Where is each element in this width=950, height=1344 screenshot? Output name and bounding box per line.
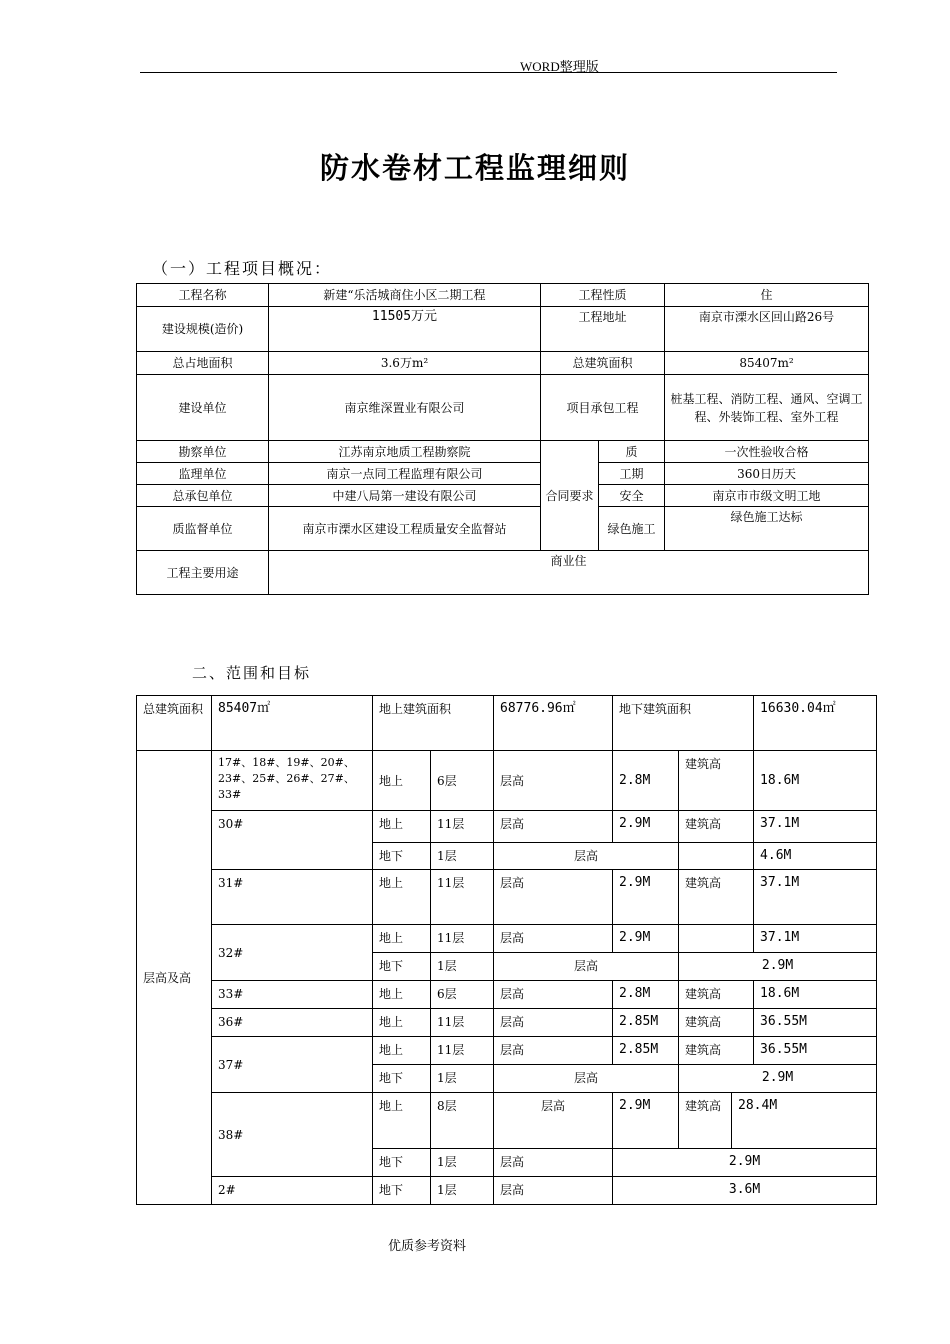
- cell: 总建筑面积: [137, 696, 212, 751]
- cell: 11505万元: [269, 307, 541, 352]
- building-name: 30#: [212, 811, 373, 870]
- cell: 层高: [494, 981, 613, 1009]
- cell: [679, 925, 754, 953]
- cell: 28.4M: [732, 1093, 877, 1149]
- cell: 层高: [494, 811, 613, 843]
- cell: 360日历天: [665, 463, 869, 485]
- cell: 建筑高: [679, 811, 754, 843]
- cell: 36.55M: [754, 1037, 877, 1065]
- cell: 地下: [373, 1149, 431, 1177]
- cell: 层高及高: [137, 751, 212, 1205]
- cell: 地下: [373, 843, 431, 870]
- cell: 监理单位: [137, 463, 269, 485]
- cell: 2.8M: [613, 751, 679, 811]
- section1-heading: （一）工程项目概况：: [152, 259, 333, 278]
- cell: 层高: [494, 751, 613, 811]
- cell: 地上: [373, 925, 431, 953]
- cell: 地下: [373, 1177, 431, 1205]
- cell: 工程名称: [137, 284, 269, 307]
- cell: 建筑高: [679, 1093, 732, 1149]
- project-overview-table: [136, 283, 869, 595]
- cell: 地下: [373, 953, 431, 981]
- cell: 36.55M: [754, 1009, 877, 1037]
- cell: 新建“乐活城商住小区二期工程: [269, 284, 541, 307]
- cell: 合同要求: [541, 441, 599, 551]
- cell: 层高: [494, 1009, 613, 1037]
- cell: 总承包单位: [137, 485, 269, 507]
- cell: 层高: [494, 843, 679, 870]
- cell: 11层: [431, 811, 494, 843]
- cell: 层高: [494, 870, 613, 925]
- cell: [679, 843, 754, 870]
- cell: 住: [665, 284, 869, 307]
- cell: 2.9M: [613, 811, 679, 843]
- cell: 桩基工程、消防工程、通风、空调工程、外装饰工程、室外工程: [665, 375, 869, 441]
- cell: 2.9M: [613, 1149, 877, 1177]
- cell: 1层: [431, 1149, 494, 1177]
- cell: 地上: [373, 1037, 431, 1065]
- cell: 地上建筑面积: [373, 696, 494, 751]
- cell: 建筑高: [679, 981, 754, 1009]
- cell: 11层: [431, 925, 494, 953]
- cell: 层高: [494, 1149, 613, 1177]
- cell: 1层: [431, 843, 494, 870]
- building-name: 36#: [212, 1009, 373, 1037]
- section2-heading: 二、范围和目标: [192, 664, 312, 682]
- cell: 总建筑面积: [541, 352, 665, 375]
- cell: 建设单位: [137, 375, 269, 441]
- cell: 总占地面积: [137, 352, 269, 375]
- cell: 质监督单位: [137, 507, 269, 551]
- cell: 18.6M: [754, 981, 877, 1009]
- cell: 37.1M: [754, 811, 877, 843]
- building-name: 33#: [212, 981, 373, 1009]
- cell: 质: [599, 441, 665, 463]
- cell: 绿色施工达标: [665, 507, 869, 551]
- cell: 11层: [431, 1037, 494, 1065]
- building-name: 2#: [212, 1177, 373, 1205]
- cell: 2.9M: [613, 1093, 679, 1149]
- cell: 江苏南京地质工程勘察院: [269, 441, 541, 463]
- cell: 6层: [431, 981, 494, 1009]
- document-title: 防水卷材工程监理细则: [319, 151, 630, 185]
- cell: 层高: [494, 925, 613, 953]
- cell: 1层: [431, 1065, 494, 1093]
- cell: 建筑高: [679, 1009, 754, 1037]
- cell: 地上: [373, 811, 431, 843]
- cell: 1层: [431, 1177, 494, 1205]
- cell: 绿色施工: [599, 507, 665, 551]
- cell: 层高: [494, 1037, 613, 1065]
- cell: 层高: [494, 1065, 679, 1093]
- cell: 南京一点同工程监理有限公司: [269, 463, 541, 485]
- cell: 4.6M: [754, 843, 877, 870]
- cell: 工程地址: [541, 307, 665, 352]
- cell: 85407m²: [665, 352, 869, 375]
- building-name: 38#: [212, 1093, 373, 1177]
- building-name: 32#: [212, 925, 373, 981]
- cell: 2.9M: [613, 870, 679, 925]
- cell: 2.9M: [613, 925, 679, 953]
- page-footer: 优质参考资料: [388, 1239, 467, 1254]
- cell: 层高: [494, 953, 679, 981]
- cell: 85407㎡: [212, 696, 373, 751]
- cell: 勘察单位: [137, 441, 269, 463]
- building-name: 17#、18#、19#、20#、23#、25#、26#、27#、33#: [212, 751, 373, 811]
- cell: 地上: [373, 751, 431, 811]
- cell: 工程主要用途: [137, 551, 269, 595]
- cell: 建设规模(造价): [137, 307, 269, 352]
- cell: 3.6万m²: [269, 352, 541, 375]
- cell: 37.1M: [754, 870, 877, 925]
- cell: 南京市市级文明工地: [665, 485, 869, 507]
- cell: 37.1M: [754, 925, 877, 953]
- cell: 2.8M: [613, 981, 679, 1009]
- cell: 16630.04㎡: [754, 696, 877, 751]
- cell: 南京市溧水区建设工程质量安全监督站: [269, 507, 541, 551]
- cell: 建筑高: [679, 870, 754, 925]
- cell: 2.9M: [679, 953, 877, 981]
- cell: 地上: [373, 1093, 431, 1149]
- cell: 2.9M: [679, 1065, 877, 1093]
- cell: 2.85M: [613, 1037, 679, 1065]
- cell: 层高: [494, 1177, 613, 1205]
- cell: 11层: [431, 870, 494, 925]
- cell: 建筑高: [679, 751, 754, 811]
- scope-table: [136, 695, 877, 1205]
- cell: 1层: [431, 953, 494, 981]
- cell: 一次性验收合格: [665, 441, 869, 463]
- cell: 层高: [494, 1093, 613, 1149]
- page-header: WORD整理版: [520, 59, 599, 74]
- header-rule: [140, 72, 837, 73]
- cell: 地下建筑面积: [613, 696, 754, 751]
- cell: 商业住: [269, 551, 869, 595]
- cell: 工程性质: [541, 284, 665, 307]
- cell: 地下: [373, 1065, 431, 1093]
- cell: 工期: [599, 463, 665, 485]
- cell: 建筑高: [679, 1037, 754, 1065]
- cell: 南京市溧水区回山路26号: [665, 307, 869, 352]
- cell: 68776.96㎡: [494, 696, 613, 751]
- cell: 2.85M: [613, 1009, 679, 1037]
- cell: 11层: [431, 1009, 494, 1037]
- building-name: 37#: [212, 1037, 373, 1093]
- cell: 8层: [431, 1093, 494, 1149]
- cell: 6层: [431, 751, 494, 811]
- cell: 地上: [373, 981, 431, 1009]
- cell: 18.6M: [754, 751, 877, 811]
- cell: 地上: [373, 1009, 431, 1037]
- cell: 南京维深置业有限公司: [269, 375, 541, 441]
- cell: 安全: [599, 485, 665, 507]
- cell: 地上: [373, 870, 431, 925]
- cell: 项目承包工程: [541, 375, 665, 441]
- cell: 中建八局第一建设有限公司: [269, 485, 541, 507]
- cell: 3.6M: [613, 1177, 877, 1205]
- building-name: 31#: [212, 870, 373, 925]
